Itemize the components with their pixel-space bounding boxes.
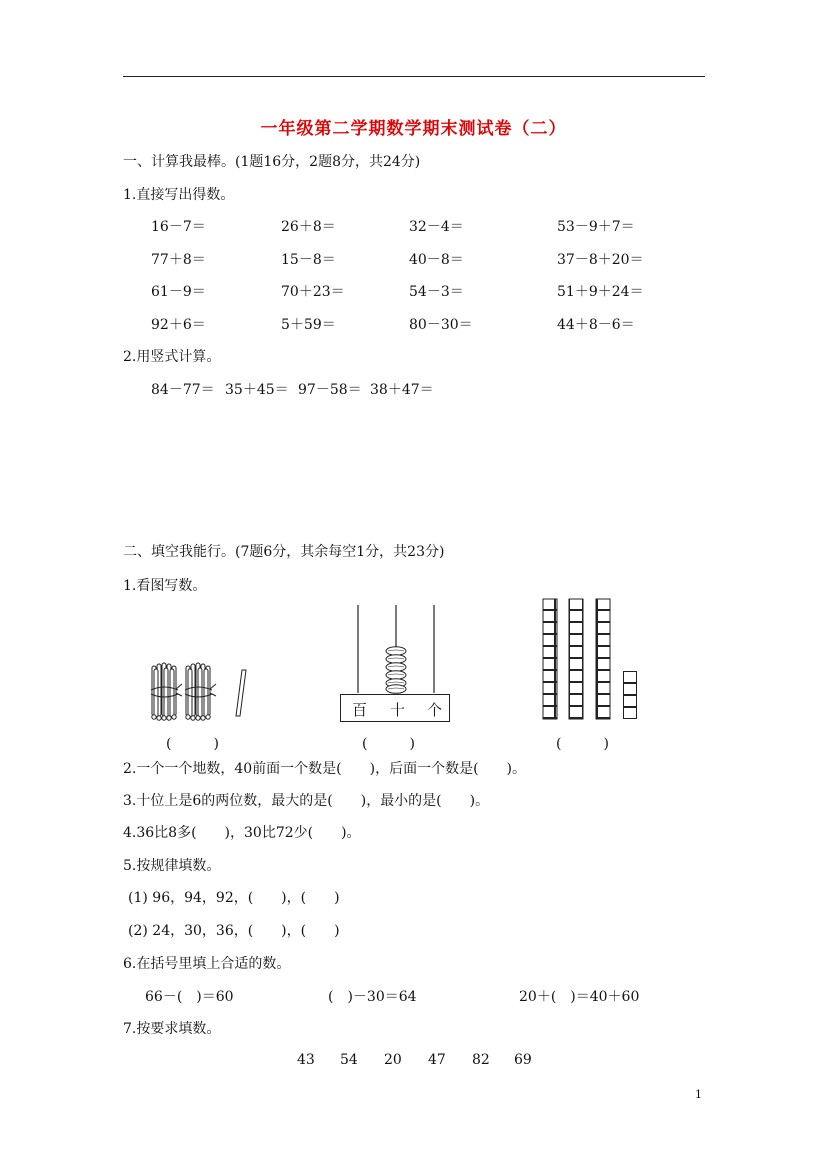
s2-q6-label: 6.在括号里填上合适的数。	[123, 956, 291, 972]
calc-item: 26＋8＝	[281, 219, 336, 235]
calc-item: 80－30＝	[409, 317, 473, 333]
s2-q2: 2.一个一个地数，40前面一个数是( )，后面一个数是( )。	[123, 761, 527, 777]
calc-row	[151, 281, 671, 301]
section1-heading: 一、计算我最棒。(1题16分，2题8分，共24分)	[123, 154, 421, 170]
abacus-label-tens: 十	[390, 701, 406, 719]
s2-q5-label: 5.按规律填数。	[123, 858, 221, 874]
s2-q3: 3.十位上是6的两位数，最大的是( )，最小的是( )。	[123, 793, 490, 809]
vertical-calc-item: 84－77＝	[151, 382, 215, 398]
answer-blank-2[interactable]: ( )	[362, 736, 415, 752]
s2-q4: 4.36比8多( )，30比72少( )。	[123, 825, 361, 841]
abacus-rods	[338, 603, 452, 695]
number-item: 20	[384, 1052, 402, 1068]
q2-label: 2.用竖式计算。	[123, 349, 221, 365]
answer-blank-1[interactable]: ( )	[166, 736, 219, 752]
s2-q6-item: 20＋( )＝40＋60	[519, 989, 640, 1005]
abacus-base	[340, 694, 450, 722]
number-item: 82	[472, 1052, 490, 1068]
number-item: 69	[514, 1052, 532, 1068]
calc-item: 40－8＝	[409, 252, 464, 268]
base-ten-blocks-figure	[541, 598, 641, 722]
s2-q6-item: 66－( )＝60	[145, 989, 234, 1005]
page-title: 一年级第二学期数学期末测试卷（二）	[260, 119, 567, 139]
calc-item: 51＋9＋24＝	[557, 284, 644, 300]
stick-bundle	[185, 663, 216, 720]
s2-q1-label: 1.看图写数。	[123, 578, 207, 594]
calc-item: 92＋6＝	[151, 317, 206, 333]
s2-q5-item: (1) 96，94，92，( )，( )	[128, 890, 340, 906]
abacus-label-hundreds: 百	[352, 701, 368, 719]
ten-rod	[596, 599, 610, 719]
q1-label: 1.直接写出得数。	[123, 187, 235, 203]
s2-q7-label: 7.按要求填数。	[123, 1021, 221, 1037]
ten-rod	[543, 599, 557, 719]
section2-heading: 二、填空我能行。(7题6分，其余每空1分，共23分)	[123, 544, 445, 560]
abacus-figure	[338, 603, 452, 723]
calc-item: 44＋8－6＝	[557, 317, 635, 333]
vertical-calc-item: 97－58＝	[298, 382, 362, 398]
stick-bundles-figure	[146, 660, 258, 722]
number-item: 54	[340, 1052, 358, 1068]
calc-item: 32－4＝	[409, 219, 464, 235]
answer-blank-3[interactable]: ( )	[556, 736, 609, 752]
vertical-calc-row	[151, 379, 671, 399]
calc-row	[151, 314, 671, 334]
page-number: 1	[695, 1088, 702, 1101]
calc-item: 54－3＝	[409, 284, 464, 300]
vertical-calc-item: 35＋45＝	[225, 382, 289, 398]
s2-q6-item: ( )－30＝64	[328, 989, 417, 1005]
vertical-calc-item: 38＋47＝	[370, 382, 434, 398]
ten-rod	[569, 599, 583, 719]
calc-item: 70＋23＝	[281, 284, 345, 300]
calc-item: 37－8＋20＝	[557, 252, 644, 268]
number-item: 43	[297, 1052, 315, 1068]
calc-item: 15－8＝	[281, 252, 336, 268]
s2-q5-item: (2) 24，30，36，( )，( )	[128, 923, 340, 939]
calc-item: 16－7＝	[151, 219, 206, 235]
calc-item: 61－9＝	[151, 284, 206, 300]
calc-item: 5＋59＝	[281, 317, 336, 333]
unit-cubes	[624, 672, 637, 719]
single-stick	[236, 670, 246, 716]
calc-row	[151, 249, 671, 269]
calc-item: 77＋8＝	[151, 252, 206, 268]
number-item: 47	[428, 1052, 446, 1068]
calc-item: 53－9＋7＝	[557, 219, 635, 235]
calc-row	[151, 216, 671, 236]
abacus-label-ones: 个	[427, 701, 443, 719]
header-rule	[123, 76, 705, 77]
stick-bundle	[151, 663, 182, 720]
